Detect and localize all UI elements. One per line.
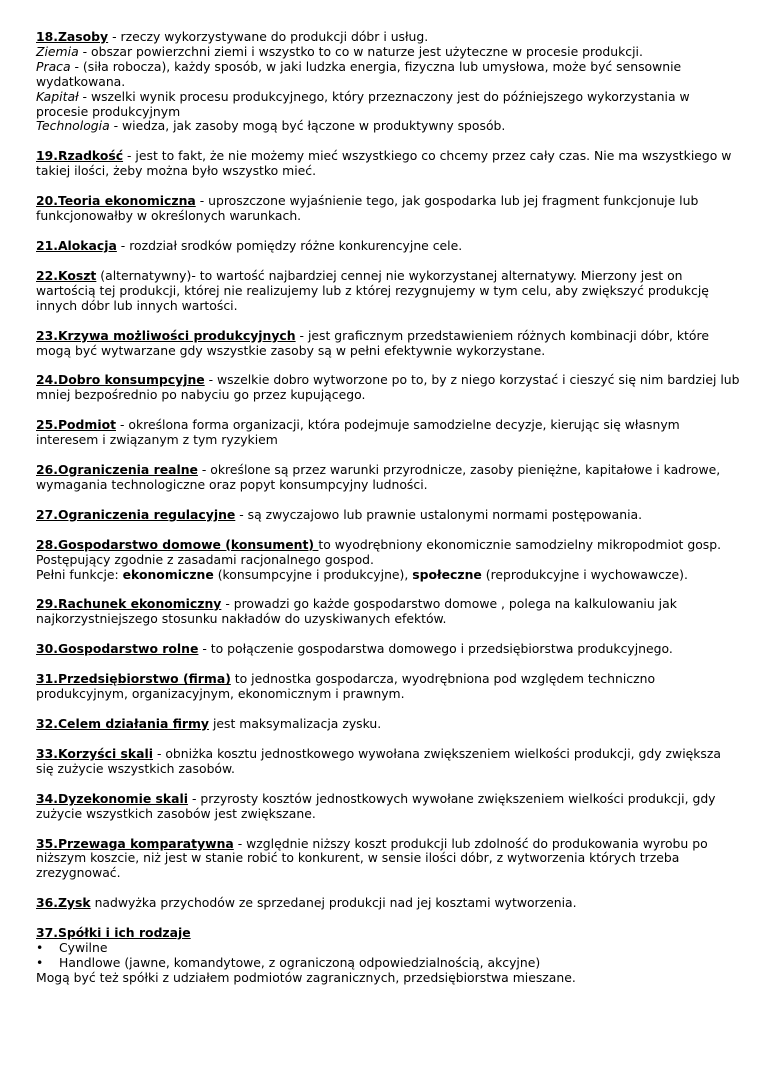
subterm: Kapitał [36, 88, 79, 104]
entry-term: 21.Alokacja [36, 237, 117, 253]
entry-term: 25.Podmiot [36, 417, 117, 433]
entry-22 [36, 269, 740, 314]
entry-text: - uproszczone wyjaśnienie tego, jak gospodarka lub jej fragment funkcjonuje lub funkcjonowałby w określonych warunkach. [36, 193, 699, 224]
entry-text: - obniżka kosztu jednostkowego wywołana zwiększeniem wielkości produkcji, gdy zwiększa się zużycie wszystkich zasobów. [36, 745, 721, 776]
entry-term: 20.Teoria ekonomiczna [36, 193, 196, 209]
functions-end: (reprodukcyjne i wychowawcze). [481, 566, 688, 582]
entry-text: - prowadzi go każde gospodarstwo domowe , polega na kalkulowaniu jak najkorzystniejszego stosunku nakładów do uzyskiwanych efektów. [36, 596, 677, 627]
list-item: • Cywilne [36, 941, 740, 956]
function-social: społeczne [412, 566, 482, 582]
entry-text: nadwyżka przychodów ze sprzedanej produkcji nad jej kosztami wytworzenia. [90, 895, 577, 911]
entry-term: 18.Zasoby [36, 29, 109, 44]
entry-text: - określone są przez warunki przyrodnicze, zasoby pieniężne, kapitałowe i kadrowe, wymagania technologiczne oraz popyt konsumpcyjny ludności. [36, 462, 721, 492]
entry-text: - jest graficznym przedstawieniem różnych kombinacji dóbr, które mogą być wytwarzane gdy wszystkie zasoby są w pełni efektywnie wykorzystane. [36, 327, 709, 358]
entry-29 [36, 597, 740, 627]
entry-30 [36, 642, 740, 657]
entry-footer: Mogą być też spółki z udziałem podmiotów zagranicznych, przedsiębiorstwa mieszane. [36, 969, 576, 985]
entry-21 [36, 239, 740, 254]
entry-term: 36.Zysk [36, 895, 91, 911]
entry-term: 22.Koszt [36, 267, 97, 283]
subterm-text: - wiedza, jak zasoby mogą być łączone w produktywny sposób. [109, 118, 506, 134]
functions-prefix: Pełni funkcje: [36, 566, 123, 582]
subterm: Ziemia [36, 43, 79, 59]
entry-text: (alternatywny)- to wartość najbardziej cennej nie wykorzystanej alternatywy. Mierzony jest on wartością tej produkcji, której nie realizujemy lub z której rezygnujemy w tym celu, aby zwiększyć produkcję innych dóbr lub innych wartości. [36, 267, 709, 313]
entry-18 [36, 30, 740, 134]
entry-text: - wszelkie dobro wytworzone po to, by z niego korzystać i cieszyć się nim bardziej lub mniej bezpośrednio po nabyciu go przez kupującego. [36, 372, 740, 403]
entry-term: 28.Gospodarstwo domowe (konsument) [36, 536, 319, 552]
entry-term: 35.Przewaga komparatywna [36, 835, 234, 851]
entry-text: jest maksymalizacja zysku. [209, 716, 382, 731]
entry-term: 23.Krzywa możliwości produkcyjnych [36, 327, 296, 343]
company-types-list [36, 941, 740, 971]
entry-35 [36, 837, 740, 882]
entry-text: - jest to fakt, że nie możemy mieć wszystkiego co chcemy przez cały czas. Nie ma wszystkiego w takiej ilości, żeby można było wszystko mieć. [36, 148, 732, 179]
entry-term: 31.Przedsiębiorstwo (firma) [36, 671, 231, 687]
subterm-text: - wszelki wynik procesu produkcyjnego, który przeznaczony jest do późniejszego wykorzystania w procesie produkcyjnym [36, 88, 690, 119]
entry-28 [36, 538, 740, 583]
entry-20 [36, 194, 740, 224]
entry-26 [36, 463, 740, 493]
entry-34 [36, 792, 740, 822]
entry-19 [36, 149, 740, 179]
entry-37 [36, 926, 740, 986]
entry-27 [36, 508, 740, 523]
entry-text: - przyrosty kosztów jednostkowych wywołane zwiększeniem wielkości produkcji, gdy zużycie wszystkich zasobów jest zwiększane. [36, 790, 716, 821]
entry-text: to wyodrębniony ekonomicznie samodzielny mikropodmiot gosp. Postępujący zgodnie z zasadami racjonalnego gospod. [36, 536, 722, 567]
functions-mid: (konsumpcyjne i produkcyjne), [213, 566, 413, 582]
subterm: Praca [36, 58, 71, 74]
entry-32 [36, 717, 740, 732]
entry-text: - rozdział srodków pomiędzy różne konkurencyjne cele. [116, 237, 463, 253]
subterm-text: - obszar powierzchni ziemi i wszystko to co w naturze jest użyteczne w procesie produkcji. [78, 43, 643, 59]
entry-text: - określona forma organizacji, która podejmuje samodzielne decyzje, kierując się własnym interesem i związanym z tym ryzykiem [36, 417, 680, 448]
entry-term: 19.Rzadkość [36, 148, 124, 164]
entry-term: 34.Dyzekonomie skali [36, 790, 189, 806]
entry-term: 26.Ograniczenia realne [36, 462, 198, 478]
entry-31 [36, 672, 740, 702]
entry-term: 32.Celem działania firmy [36, 716, 209, 731]
function-economic: ekonomiczne [122, 566, 214, 582]
entry-text: to jednostka gospodarcza, wyodrębniona pod względem techniczno produkcyjnym, organizacyjnym, ekonomicznym i prawnym. [36, 671, 656, 702]
entry-25 [36, 418, 740, 448]
entry-term: 30.Gospodarstwo rolne [36, 641, 199, 657]
entry-36 [36, 896, 740, 911]
entry-33 [36, 747, 740, 777]
entry-text: - rzeczy wykorzystywane do produkcji dóbr i usług. [108, 29, 429, 44]
subterm-text: - (siła robocza), każdy sposób, w jaki ludzka energia, fizyczna lub umysłowa, może być sensownie wydatkowana. [36, 58, 682, 89]
entry-term: 24.Dobro konsumpcyjne [36, 372, 205, 388]
entry-24 [36, 373, 740, 403]
list-item: • Handlowe (jawne, komandytowe, z ograniczoną odpowiedzialnością, akcyjne) [36, 956, 740, 971]
entry-text: - są zwyczajowo lub prawnie ustalonymi normami postępowania. [235, 506, 643, 522]
entry-text: - to połączenie gospodarstwa domowego i przedsiębiorstwa produkcyjnego. [198, 641, 673, 657]
subterm: Technologia [36, 118, 110, 134]
entry-term: 33.Korzyści skali [36, 745, 153, 761]
entry-term: 37.Spółki i ich rodzaje [36, 925, 191, 941]
entry-term: 29.Rachunek ekonomiczny [36, 596, 222, 612]
entry-text: - względnie niższy koszt produkcji lub zdolność do produkowania wyrobu po niższym koszcie, niż jest w stanie robić to konkurent, w sensie ilości dóbr, z wytworzenia których trzeba zrezygnować. [36, 835, 708, 881]
entry-term: 27.Ograniczenia regulacyjne [36, 506, 236, 522]
document-page [36, 30, 740, 1001]
entry-23 [36, 329, 740, 359]
